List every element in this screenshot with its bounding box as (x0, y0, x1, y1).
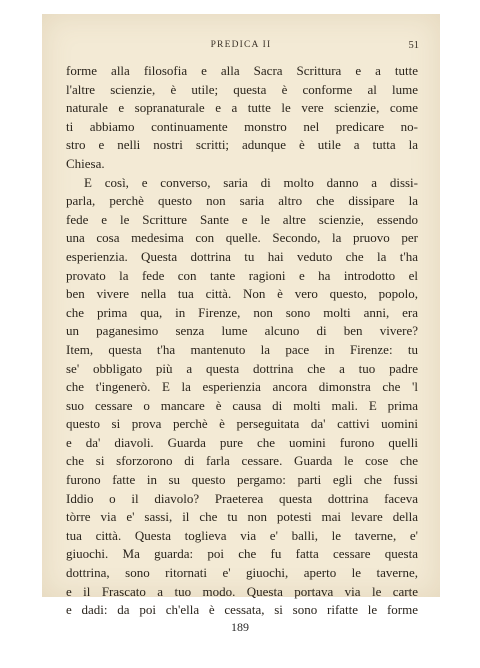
text-line: giuochi. Ma guarda: poi che fu fatta cessare questa (66, 546, 418, 562)
text-line: e dadi: da poi ch'ella è cessata, si sono rifatte le forme (66, 602, 418, 618)
text-line: stro e nelli nostri scritti; adunque è utile a tutta la (66, 137, 418, 153)
text-line: tòrre via e' sassi, il che tu non potesti mai levare della (66, 509, 418, 525)
text-line: che si sforzorono di farla cessare. Guarda le cose che (66, 453, 418, 469)
text-line: naturale e sopranaturale e a tutte le vere scienzie, come (66, 100, 418, 116)
chapter-title: PREDICA II (210, 40, 272, 50)
text-line: E così, e converso, saria di molto danno a dissi- (84, 174, 418, 190)
text-line: l'altre scienzie, è utile; questa è conforme al lume (66, 81, 418, 97)
text-line: che prima qua, in Firenze, non sono molti anni, era (66, 304, 418, 320)
body-text (66, 62, 418, 620)
text-line: questo si prova perchè è perseguitata da' cattivi uomini (66, 416, 418, 432)
text-line: ben vivere nella tua città. Non è vero questo, popolo, (66, 286, 418, 302)
text-line: dottrina, sono ritornati e' giuochi, aperto le taverne, (66, 565, 418, 581)
text-line: furono fatte in su questo pergamo: parti egli che fussi (66, 472, 418, 488)
text-line: se' obbligato più a questa dottrina che a tuo padre (66, 360, 418, 376)
text-line: esperienzia. Questa dottrina tu hai veduto che la t'ha (66, 248, 418, 264)
text-line: forme alla filosofia e alla Sacra Scrittura e a tutte (66, 63, 418, 78)
text-line: Chiesa. (66, 155, 105, 171)
text-line: suo cessare o mancare è causa di molti mali. E prima (66, 397, 418, 413)
text-line: e il Frascato a tuo modo. Questa portava via le carte (66, 583, 418, 599)
text-line: provato la fede con tante ragioni e ha introdotto el (66, 267, 418, 283)
text-line: una cosa medesima con quelle. Secondo, la pruovo per (66, 230, 418, 246)
text-line: fede e le Scritture Sante e le altre scienzie, essendo (66, 211, 418, 227)
text-line: ti abbiamo continuamente monstro nel predicare no- (66, 118, 418, 134)
text-line: Iddio o il diavolo? Praeterea questa dottrina faceva (66, 490, 418, 506)
text-line: tua città. Questa toglieva via e' balli, le taverne, e' (66, 527, 418, 543)
text-line: e da' diavoli. Guarda pure che uomini furono quelli (66, 434, 418, 450)
text-line: che t'ingenerò. E la esperienzia ancora dimonstra che 'l (66, 379, 418, 395)
scan-folio-number: 189 (231, 620, 249, 634)
text-line: un paganesimo senza lume alcuno di ben vivere? (66, 323, 418, 339)
text-line: parla, perchè questo non saria altro che dissipare la (66, 193, 418, 209)
book-page (42, 14, 440, 618)
text-line: Item, questa t'ha mantenuto la pace in Firenze: tu (66, 341, 418, 357)
page-number: 51 (408, 40, 419, 51)
